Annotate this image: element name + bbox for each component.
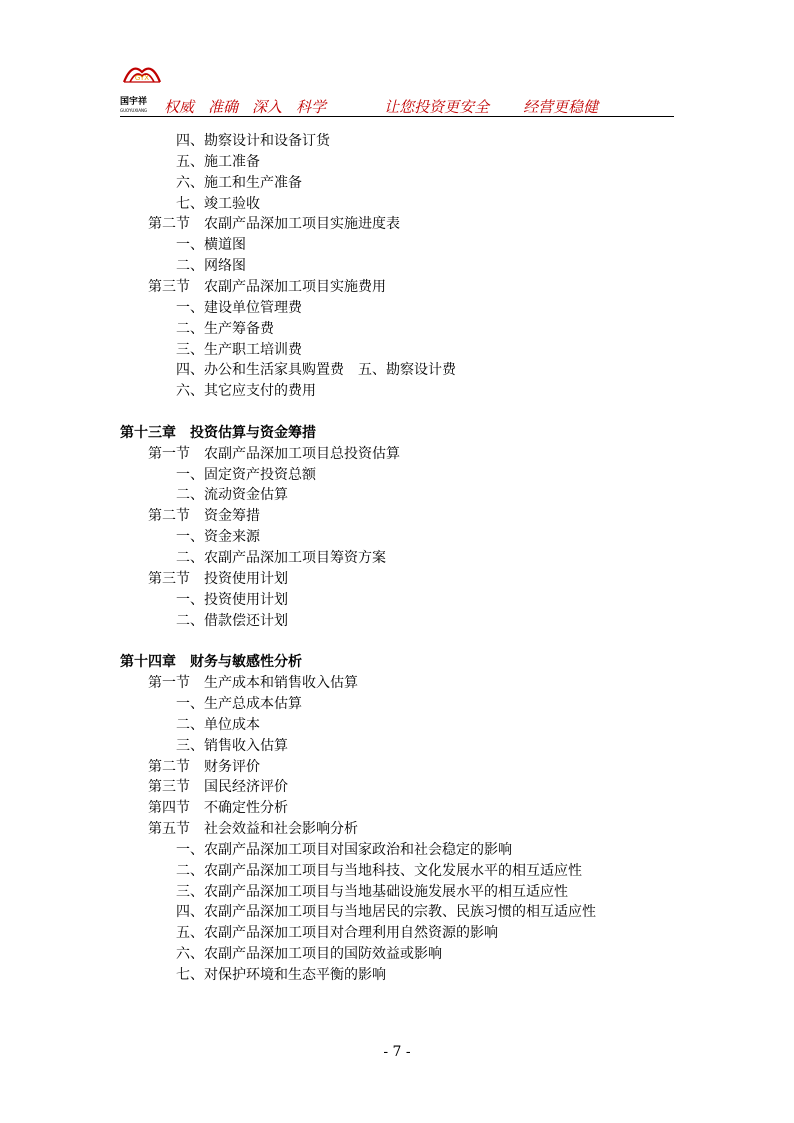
page-header <box>120 58 674 118</box>
slogan-word: 准确 <box>208 98 239 116</box>
toc-section: 第三节 投资使用计划 <box>148 571 288 587</box>
toc-item: 二、单位成本 <box>176 717 260 733</box>
toc-chapter: 第十四章 财务与敏感性分析 <box>120 654 302 670</box>
toc-item: 一、农副产品深加工项目对国家政治和社会稳定的影响 <box>176 842 512 858</box>
slogan-word: 权威 <box>164 98 195 116</box>
company-logo <box>120 58 164 116</box>
toc-item: 六、其它应支付的费用 <box>176 383 316 399</box>
toc-item: 二、网络图 <box>176 258 246 274</box>
page-number: - 7 - <box>383 1044 411 1060</box>
toc-chapter: 第十三章 投资估算与资金筹措 <box>120 425 316 441</box>
toc-item: 六、农副产品深加工项目的国防效益或影响 <box>176 946 442 962</box>
slogan-phrase: 让您投资更安全 <box>384 98 490 116</box>
toc-item: 五、农副产品深加工项目对合理利用自然资源的影响 <box>176 925 498 941</box>
svg-text:GYX: GYX <box>134 74 150 82</box>
header-rule <box>120 116 674 117</box>
toc-section: 第一节 农副产品深加工项目总投资估算 <box>148 446 400 462</box>
toc-section: 第一节 生产成本和销售收入估算 <box>148 675 358 691</box>
toc-item: 一、固定资产投资总额 <box>176 467 316 483</box>
toc-section: 第三节 国民经济评价 <box>148 779 288 795</box>
header-slogan <box>164 96 598 117</box>
toc-item: 一、资金来源 <box>176 529 260 545</box>
toc-item: 三、销售收入估算 <box>176 738 288 754</box>
toc-section: 第二节 财务评价 <box>148 759 260 775</box>
toc-item: 一、建设单位管理费 <box>176 300 302 316</box>
toc-item: 一、投资使用计划 <box>176 592 288 608</box>
toc-section: 第二节 资金筹措 <box>148 508 260 524</box>
toc-section: 第二节 农副产品深加工项目实施进度表 <box>148 216 400 232</box>
toc-item: 七、对保护环境和生态平衡的影响 <box>176 967 386 983</box>
svg-text:GUOYUXIANG: GUOYUXIANG <box>120 108 148 113</box>
slogan-phrase: 经营更稳健 <box>523 98 599 116</box>
toc-item: 二、生产筹备费 <box>176 321 274 337</box>
toc-section: 第四节 不确定性分析 <box>148 800 288 816</box>
toc-item: 二、流动资金估算 <box>176 487 288 503</box>
toc-item: 三、农副产品深加工项目与当地基础设施发展水平的相互适应性 <box>176 884 568 900</box>
toc-item: 五、施工准备 <box>176 154 260 170</box>
toc-item: 四、勘察设计和设备订货 <box>176 133 330 149</box>
toc-item: 二、借款偿还计划 <box>176 613 288 629</box>
svg-text:国宇祥: 国宇祥 <box>120 97 148 107</box>
toc-item: 一、生产总成本估算 <box>176 696 302 712</box>
toc-item: 四、办公和生活家具购置费 五、勘察设计费 <box>176 362 456 378</box>
toc-item: 三、生产职工培训费 <box>176 342 302 358</box>
slogan-word: 科学 <box>296 98 327 116</box>
toc-section: 第三节 农副产品深加工项目实施费用 <box>148 279 386 295</box>
slogan-word: 深入 <box>252 98 283 116</box>
toc-item: 一、横道图 <box>176 237 246 253</box>
toc-item: 六、施工和生产准备 <box>176 175 302 191</box>
toc-section: 第五节 社会效益和社会影响分析 <box>148 821 358 837</box>
toc-item: 二、农副产品深加工项目筹资方案 <box>176 550 386 566</box>
toc-item: 七、竣工验收 <box>176 196 260 212</box>
toc-item: 二、农副产品深加工项目与当地科技、文化发展水平的相互适应性 <box>176 863 582 879</box>
toc-item: 四、农副产品深加工项目与当地居民的宗教、民族习惯的相互适应性 <box>176 904 596 920</box>
